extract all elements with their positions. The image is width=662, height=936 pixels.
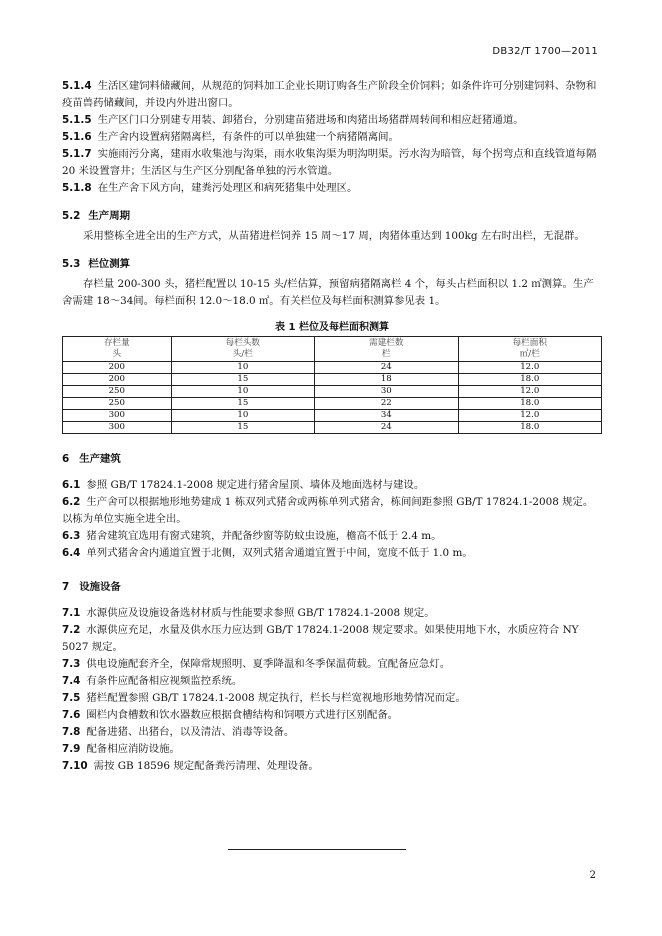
table-header-cell: 每栏头数 头/栏: [171, 337, 314, 362]
clause-text: 配备进猪、出猪台，以及清洁、消毒等设备。: [86, 726, 295, 738]
clause-number: 7.5: [62, 692, 81, 704]
section-title: 设施设备: [79, 581, 121, 593]
clause-text: 生活区建饲料储藏间，从规范的饲料加工企业长期订购各生产阶段全价饲料；如条件许可分别建饲料、杂物和疫苗兽药储藏间，并设内外进出窗口。: [62, 80, 597, 109]
clause-text: 猪舍建筑宜选用有窗式建筑，并配备纱窗等防蚊虫设施，檐高不低于 2.4 m。: [86, 530, 442, 542]
table-cell: 24: [315, 362, 458, 374]
table-cell: 250: [63, 398, 172, 410]
clause-5-1-8: [62, 180, 602, 197]
table-cell: 24: [315, 422, 458, 434]
clause-7-1: [62, 605, 602, 622]
table-header-cell: 需建栏数 栏: [315, 337, 458, 362]
clause-5-1-6: [62, 129, 602, 146]
section-title: 栏位测算: [88, 258, 130, 270]
clause-6-2: [62, 494, 602, 528]
table-cell: 15: [171, 374, 314, 386]
clause-6-3: [62, 528, 602, 545]
table-row: [63, 410, 602, 422]
page-content: [62, 78, 602, 775]
page-number: 2: [589, 870, 596, 881]
clause-text: 有条件应配备相应视频监控系统。: [86, 675, 243, 687]
section-heading-6: [62, 450, 602, 465]
clause-6-1: [62, 477, 602, 494]
doc-code-header: DB32/T 1700—2011: [492, 46, 598, 57]
pen-calculation-table: [62, 336, 602, 434]
table-cell: 12.0: [458, 410, 601, 422]
clause-text: 圈栏内食槽数和饮水器数应根据食槽结构和饲喂方式进行区别配备。: [86, 709, 399, 721]
table-row: [63, 386, 602, 398]
clause-7-9: [62, 741, 602, 758]
clause-number: 6.1: [62, 479, 81, 491]
table-header-row: [63, 337, 602, 362]
clause-6-4: [62, 545, 602, 562]
table-cell: 12.0: [458, 362, 601, 374]
table-cell: 15: [171, 422, 314, 434]
clause-number: 5.1.8: [62, 182, 92, 194]
table-row: [63, 362, 602, 374]
table-cell: 22: [315, 398, 458, 410]
clause-7-10: [62, 758, 602, 775]
table-cell: 15: [171, 398, 314, 410]
table-row: [63, 374, 602, 386]
table-title: 表 1 栏位及每栏面积测算: [275, 322, 389, 333]
clause-number: 7.4: [62, 675, 81, 687]
table-cell: 10: [171, 410, 314, 422]
clause-number: 7.8: [62, 726, 81, 738]
clause-text: 需按 GB 18596 规定配备粪污清理、处理设备。: [93, 760, 319, 772]
clause-7-3: [62, 656, 602, 673]
section-heading-5-2: [62, 207, 602, 222]
clause-number: 5.1.7: [62, 148, 92, 160]
clause-7-6: [62, 707, 602, 724]
table-header-cell: 每栏面积 ㎡/栏: [458, 337, 601, 362]
clause-number: 6.2: [62, 496, 81, 508]
clause-text: 参照 GB/T 17824.1-2008 规定进行猪舍屋顶、墙体及地面选材与建设。: [86, 479, 425, 491]
clause-number: 5.1.5: [62, 114, 92, 126]
paragraph-5-3: 存栏量 200-300 头，猪栏配置以 10-15 头/栏估算，预留病猪隔离栏 4 个，每头占栏面积以 1.2 ㎡测算。生产舍需建 18～34间。每栏面积 12.0～18.0 ㎡。有关栏位及每栏面积测算参见表 1。: [62, 278, 594, 307]
clause-number: 7.1: [62, 607, 81, 619]
clause-text: 猪栏配置参照 GB/T 17824.1-2008 规定执行，栏长与栏宽视地形地势情况而定。: [86, 692, 466, 704]
clause-text: 单列式猪舍舍内通道宜置于北侧，双列式猪舍通道宜置于中间，宽度不低于 1.0 m。: [86, 547, 473, 559]
clause-5-1-5: [62, 112, 602, 129]
clause-7-5: [62, 690, 602, 707]
clause-text: 实施雨污分离，建雨水收集池与沟渠，雨水收集沟渠为明沟明渠。污水沟为暗管，每个拐弯点和直线管道每隔 20 米设置窨井；生活区与生产区分别配备单独的污水管道。: [62, 148, 597, 177]
section-title: 生产周期: [88, 210, 130, 222]
table-cell: 300: [63, 410, 172, 422]
table-cell: 10: [171, 386, 314, 398]
section-number: 6: [62, 453, 70, 465]
clause-text: 水源供应充足，水量及供水压力应达到 GB/T 17824.1-2008 规定要求。如果使用地下水，水质应符合 NY 5027 规定。: [62, 624, 579, 653]
clause-5-1-4: [62, 78, 602, 112]
clause-text: 生产舍可以根据地形地势建成 1 栋双列式猪舍或两栋单列式猪舍，栋间间距参照 GB/T 17824.1-2008 规定。以栋为单位实施全进全出。: [62, 496, 594, 525]
clause-number: 6.4: [62, 547, 81, 559]
table-cell: 10: [171, 362, 314, 374]
clause-number: 5.1.6: [62, 131, 92, 143]
clause-number: 7.6: [62, 709, 81, 721]
table-cell: 34: [315, 410, 458, 422]
section-heading-5-3: [62, 255, 602, 270]
paragraph-5-2: 采用整栋全进全出的生产方式，从苗猪进栏饲养 15 周～17 周，肉猪体重达到 100kg 左右时出栏，无混群。: [83, 230, 585, 242]
table-header-cell: 存栏量 头: [63, 337, 172, 362]
table-cell: 30: [315, 386, 458, 398]
clause-number: 7.3: [62, 658, 81, 670]
clause-number: 6.3: [62, 530, 81, 542]
clause-7-4: [62, 673, 602, 690]
table-row: [63, 422, 602, 434]
table-cell: 300: [63, 422, 172, 434]
section-title: 生产建筑: [79, 453, 121, 465]
clause-5-1-7: [62, 146, 602, 180]
clause-text: 供电设施配套齐全，保障常规照明、夏季降温和冬季保温荷载。宜配备应急灯。: [86, 658, 451, 670]
table-cell: 18.0: [458, 398, 601, 410]
section-number: 5.3: [62, 258, 81, 270]
section-number: 7: [62, 581, 70, 593]
table-cell: 200: [63, 374, 172, 386]
table-cell: 200: [63, 362, 172, 374]
table-cell: 18.0: [458, 422, 601, 434]
clause-text: 在生产舍下风方向，建粪污处理区和病死猪集中处理区。: [97, 182, 358, 194]
section-heading-7: [62, 578, 602, 593]
clause-number: 7.9: [62, 743, 81, 755]
clause-7-8: [62, 724, 602, 741]
clause-text: 水源供应及设施设备选材材质与性能要求参照 GB/T 17824.1-2008 规定。: [86, 607, 435, 619]
clause-text: 生产舍内设置病猪隔离栏，有条件的可以单独建一个病猪隔离间。: [97, 131, 399, 143]
table-cell: 250: [63, 386, 172, 398]
section-number: 5.2: [62, 210, 81, 222]
clause-number: 7.10: [62, 760, 88, 772]
clause-text: 生产区门口分别建专用装、卸猪台，分别建苗猪进场和肉猪出场猪群周转间和相应赶猪通道。: [97, 114, 524, 126]
clause-number: 5.1.4: [62, 80, 92, 92]
table-row: [63, 398, 602, 410]
end-divider-line: [228, 849, 406, 850]
clause-7-2: [62, 622, 602, 656]
clause-text: 配备相应消防设施。: [86, 743, 180, 755]
table-cell: 18: [315, 374, 458, 386]
table-cell: 12.0: [458, 386, 601, 398]
clause-number: 7.2: [62, 624, 81, 636]
table-cell: 18.0: [458, 374, 601, 386]
